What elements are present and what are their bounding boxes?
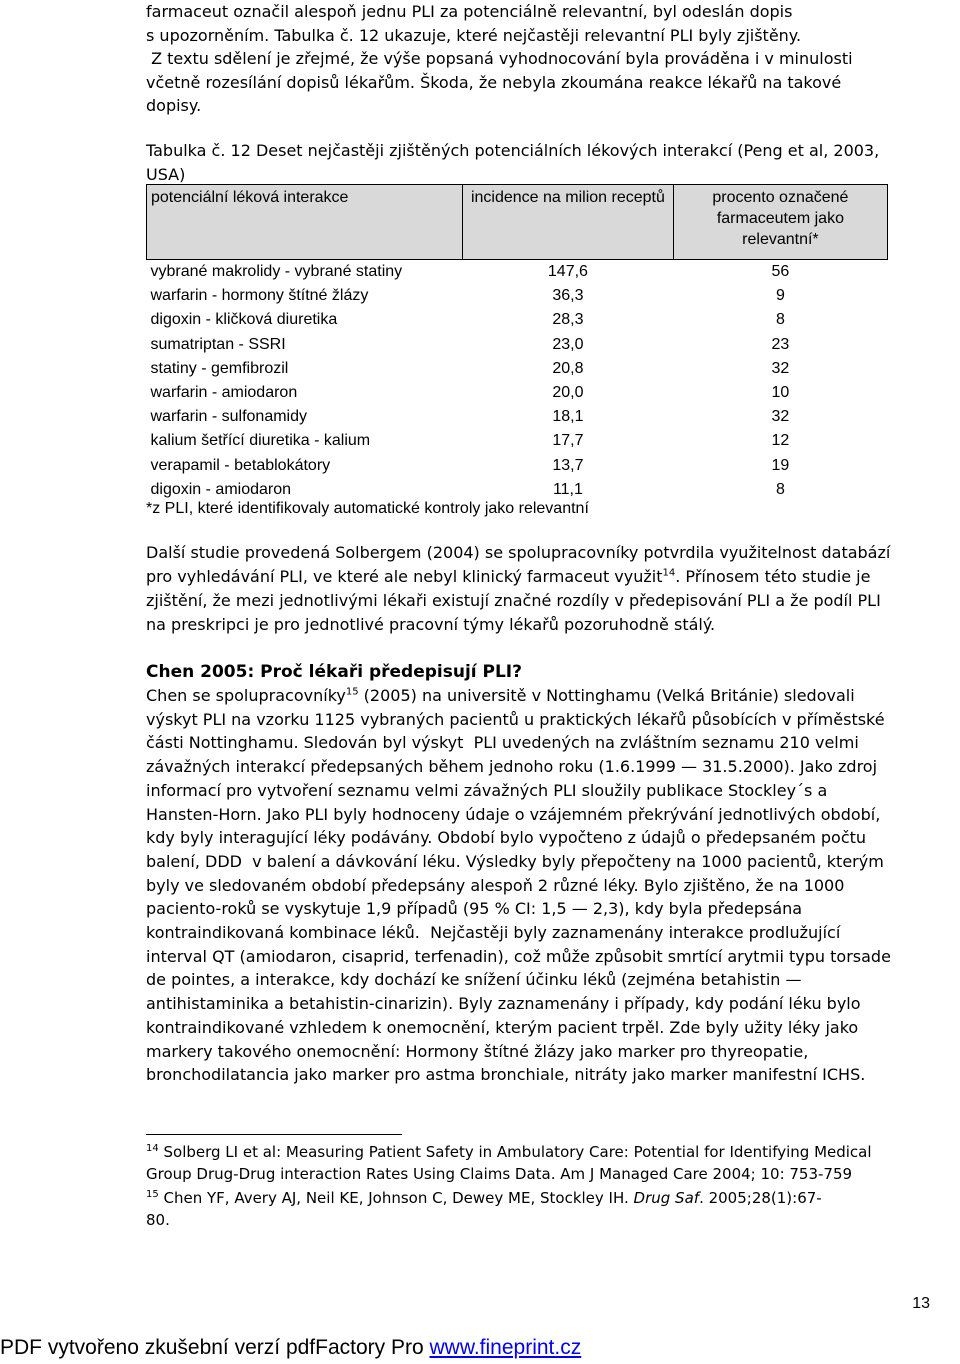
cell-incidence: 17,7 xyxy=(552,432,584,450)
text-line: paciento-roků se vyskytuje 1,9 případů (95 % CI: 1,5 — 2,3), kdy byla předepsána xyxy=(146,899,803,919)
text-span: . 2005;28(1):67- xyxy=(699,1189,822,1207)
table-row xyxy=(147,308,888,332)
cell-interaction: digoxin - kličková diuretika xyxy=(150,311,338,329)
text-line: kontraindikovaná kombinace léků. Nejčastěji byly zaznamenány interakce prodlužující xyxy=(146,923,841,943)
text-line: zjištění, že mezi jednotlivými lékaři existují značné rozdíly v předepisování PLI a že podíl PLI xyxy=(146,591,881,610)
text-line xyxy=(146,565,946,589)
cell-incidence: 13,7 xyxy=(552,456,584,474)
cell-interaction: sumatriptan - SSRI xyxy=(150,335,286,353)
text-line: části Nottinghamu. Sledován byl výskyt PLI uvedených na zvláštním seznamu 210 velmi xyxy=(146,733,859,753)
chen-paragraph xyxy=(146,684,946,1087)
cell-percent: 8 xyxy=(775,311,785,329)
footnote-ref-14[interactable]: 14 xyxy=(662,567,676,579)
cell-interaction: vybrané makrolidy - vybrané statiny xyxy=(150,263,403,281)
footer-text: PDF vytvořeno zkušební verzí pdfFactory Pro xyxy=(0,1336,430,1359)
text-line: interval QT (amiodaron, cisaprid, terfenadin), což může způsobit smrtící arytmii typu torsade xyxy=(146,946,891,966)
table-note: *z PLI, které identifikovaly automatické kontroly jako relevantní xyxy=(146,500,589,517)
footnote-line xyxy=(146,1141,946,1163)
text-line xyxy=(146,684,946,708)
text-line: Další studie provedená Solbergem (2004) se spolupracovníky potvrdila využitelnost databází xyxy=(146,543,891,562)
journal-name: Drug Saf xyxy=(633,1189,700,1207)
cell-percent: 56 xyxy=(771,263,790,281)
text-line: kdy byly interagující léky podávány. Období bylo vypočteno z údajů o předepsaném počtu xyxy=(146,828,867,848)
text-line: závažných interakcí předepsaných během jednoho roku (1.6.1999 — 31.5.2000). Jako zdroj xyxy=(146,757,878,777)
text-line: balení, DDD v balení a dávkování léku. Výsledky byly přepočteny na 1000 pacientů, kterým xyxy=(146,851,884,871)
text-line: de pointes, a interakce, kdy dochází ke snížení účinku léků (zejména betahistin — xyxy=(146,970,802,990)
footnote-separator xyxy=(146,1134,402,1135)
text-span: Chen YF, Avery AJ, Neil KE, Johnson C, Dewey ME, Stockley IH. xyxy=(158,1189,634,1207)
table-row xyxy=(147,357,888,381)
text-span: . Přínosem této studie je xyxy=(675,567,871,586)
table-row xyxy=(147,333,888,357)
table-row xyxy=(147,429,888,453)
column-header-interaction: potenciální léková interakce xyxy=(147,185,463,260)
cell-incidence: 28,3 xyxy=(552,311,584,329)
footnote-line: Group Drug-Drug interaction Rates Using Claims Data. Am J Managed Care 2004; 10: 753-759 xyxy=(146,1165,853,1183)
text-line: markery takového onemocnění: Hormony štítné žlázy jako marker pro thyreopatie, xyxy=(146,1041,809,1061)
cell-incidence: 20,8 xyxy=(552,359,584,377)
cell-percent: 32 xyxy=(771,408,790,426)
interactions-table xyxy=(146,184,888,502)
table-caption xyxy=(146,139,946,187)
footnote-line xyxy=(146,1187,946,1209)
pdf-footer xyxy=(0,1334,581,1362)
cell-interaction: statiny - gemfibrozil xyxy=(150,359,289,377)
cell-interaction: warfarin - amiodaron xyxy=(150,384,298,402)
text-span: pro vyhledávání PLI, ve které ale nebyl klinický farmaceut využit xyxy=(146,567,663,586)
cell-interaction: kalium šetřící diuretika - kalium xyxy=(150,432,371,450)
cell-percent: 12 xyxy=(771,432,790,450)
cell-incidence: 23,0 xyxy=(552,335,584,353)
table-row xyxy=(147,284,888,308)
text-line: výskyt PLI na vzorku 1125 vybraných pacientů u praktických lékařů působících v příměstské xyxy=(146,709,885,729)
text-line: informací pro vytvoření seznamu velmi závažných PLI sloužily publikace Stockley´s a xyxy=(146,780,828,800)
cell-interaction: warfarin - sulfonamidy xyxy=(150,408,307,426)
section-heading: Chen 2005: Proč lékaři předepisují PLI? xyxy=(146,662,522,682)
text-line: Hansten-Horn. Jako PLI byly hodnoceny údaje o vzájemném překrývání jednotlivých období, xyxy=(146,804,881,824)
cell-interaction: verapamil - betablokátory xyxy=(150,456,331,474)
caption-line: USA) xyxy=(146,165,186,184)
footnote-number: 14 xyxy=(146,1143,159,1154)
page-number: 13 xyxy=(912,1295,930,1312)
table-row xyxy=(147,405,888,429)
text-line: Z textu sdělení je zřejmé, že výše popsaná vyhodnocování byla prováděna i v minulosti xyxy=(146,49,853,68)
text-line: antihistaminika a betahistin-cinarizin). Byly zaznamenány i případy, kdy podání léku bylo xyxy=(146,994,861,1014)
cell-percent: 8 xyxy=(775,480,785,498)
text-span: Solberg LI et al: Measuring Patient Safety in Ambulatory Care: Potential for Identifying Medical xyxy=(158,1143,872,1161)
table-row xyxy=(147,454,888,478)
cell-interaction: warfarin - hormony štítné žlázy xyxy=(150,287,369,305)
table-row xyxy=(147,260,888,285)
text-span: (2005) na universitě v Nottinghamu (Velká Británie) sledovali xyxy=(358,686,855,705)
cell-incidence: 18,1 xyxy=(552,408,584,426)
text-line: bronchodilatancia jako marker pro astma bronchiale, nitráty jako marker manifestní ICHS. xyxy=(146,1065,866,1085)
solberg-paragraph xyxy=(146,541,946,637)
text-line: kontraindikované vzhledem k onemocnění, kterým pacient trpěl. Zde byly užity léky jako xyxy=(146,1017,859,1037)
cell-percent: 9 xyxy=(775,287,785,305)
cell-percent: 23 xyxy=(771,335,790,353)
table-header-row xyxy=(147,185,888,260)
text-line: s upozorněním. Tabulka č. 12 ukazuje, které nejčastěji relevantní PLI byly zjištěny. xyxy=(146,25,802,45)
cell-incidence: 11,1 xyxy=(552,480,583,498)
footnote-ref-15[interactable]: 15 xyxy=(345,686,359,698)
cell-percent: 32 xyxy=(771,359,790,377)
cell-incidence: 147,6 xyxy=(547,263,588,281)
text-line: byly ve sledovaném období předepsány alespoň 2 různé léky. Bylo zjištěno, že na 1000 xyxy=(146,875,845,895)
column-header-percent: procento označené farmaceutem jako relevantní* xyxy=(673,185,887,260)
column-header-incidence: incidence na milion receptů xyxy=(463,185,674,260)
footnote-14 xyxy=(146,1141,946,1185)
cell-incidence: 36,3 xyxy=(552,287,584,305)
footnote-number: 15 xyxy=(146,1189,159,1200)
text-span: Chen se spolupracovníky xyxy=(146,686,346,705)
caption-line: Tabulka č. 12 Deset nejčastěji zjištěných potenciálních lékových interakcí (Peng et al, 2003, xyxy=(146,141,880,160)
table-row xyxy=(147,381,888,405)
text-line: včetně rozesílání dopisů lékařům. Škoda, že nebyla zkoumána reakce lékařů na takové xyxy=(146,72,842,92)
text-line: na preskripci je pro jednotlivé pracovní týmy lékařů pozoruhodně stálý. xyxy=(146,615,716,634)
footer-link[interactable]: www.fineprint.cz xyxy=(429,1336,582,1359)
intro-paragraph xyxy=(146,0,946,118)
text-line: dopisy. xyxy=(146,96,202,115)
footnote-line: 80. xyxy=(146,1211,170,1229)
footnote-15 xyxy=(146,1187,946,1231)
cell-percent: 10 xyxy=(771,384,790,402)
cell-interaction: digoxin - amiodaron xyxy=(150,480,292,498)
cell-percent: 19 xyxy=(771,456,790,474)
cell-incidence: 20,0 xyxy=(552,384,584,402)
text-line: farmaceut označil alespoň jednu PLI za potenciálně relevantní, byl odeslán dopis xyxy=(146,2,793,21)
